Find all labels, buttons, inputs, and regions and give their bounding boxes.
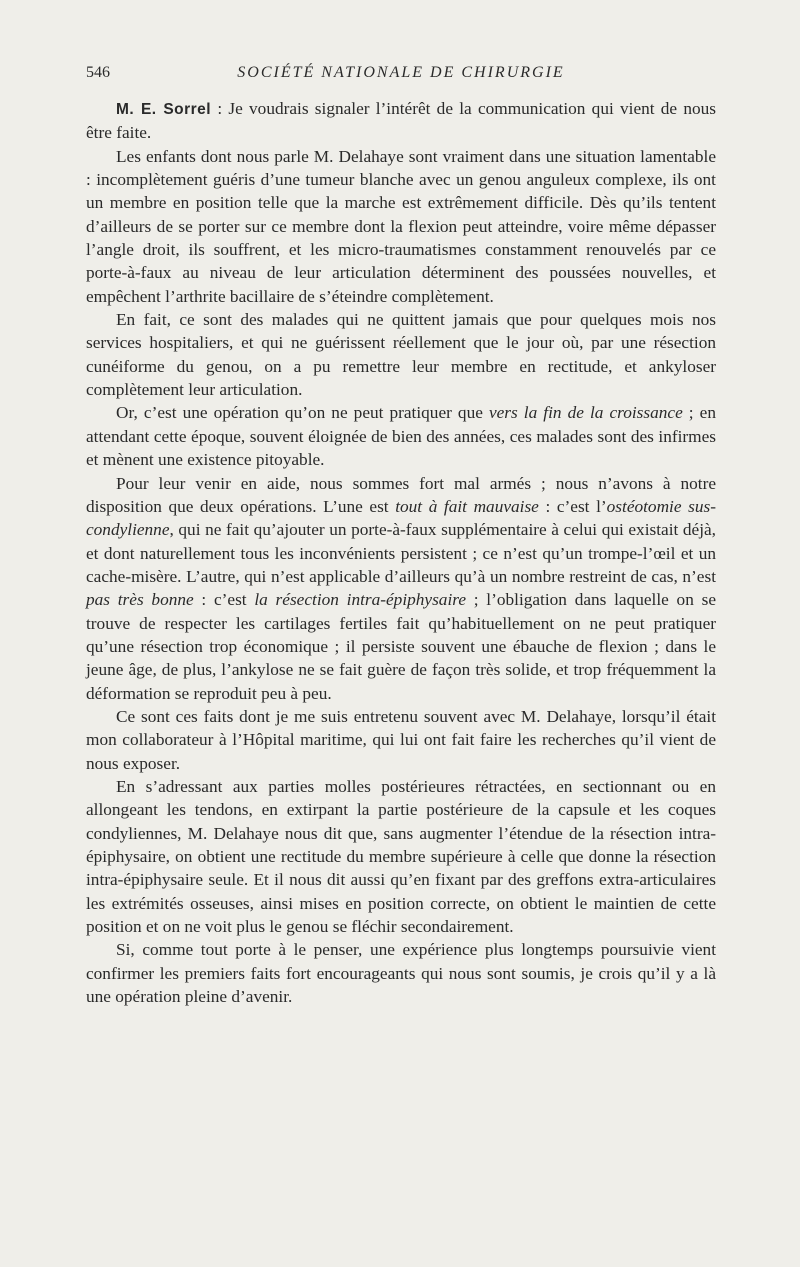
speaker-name: M. E. Sorrel [116, 101, 212, 118]
paragraph-7: En s’adressant aux parties molles postérieures rétractées, en sectionnant ou en allongeant les tendons, en extirpant la partie postérieure de la capsule et les coques condyliennes, M. Delahaye nous dit que, sans augmenter l’étendue de la résection intra-épiphysaire, on obtient une rectitude du membre supérieure à celle que donne la résection intra-épiphysaire seule. Et il nous dit aussi qu’en fixant par des greffons extra-articulaires les extrémités osseuses, ainsi mises en position correcte, on obtient le maintien de cette position et on ne voit plus le genou se fléchir secondairement. [86, 776, 716, 937]
text-run: Pour leur venir en aide, nous sommes fort mal armés ; nous n’avons à notre disposition que deux opérations. L’une est [86, 473, 716, 516]
paragraph-6: Ce sont ces faits dont je me suis entretenu souvent avec M. Delahaye, lorsqu’il était mon collaborateur à l’Hôpital maritime, qui lui ont fait faire les recherches qu’il vient de nous exposer. [86, 706, 716, 773]
text-run: ; l’obligation dans laquelle on se trouve de respecter les cartilages fertiles fait qu’habituellement on ne peut pratiquer qu’une résection trop économique ; il persiste souvent une ébauche de flexion ; dans le jeune âge, de plus, l’ankylose ne se fait guère de façon très solide, et trop fréquemment la déformation se reproduit peu à peu. [86, 590, 716, 703]
text-run: : c’est l’ [538, 496, 607, 516]
italic-run: tout à fait mauvaise [395, 496, 539, 516]
italic-run: pas très bonne [86, 590, 194, 610]
paragraph-8: Si, comme tout porte à le penser, une expérience plus longtemps poursuivie vient confirmer les premiers faits fort encourageants qui nous sont soumis, je crois qu’il y a là une opération pleine d’avenir. [86, 940, 716, 1007]
paragraph-text: : Je voudrais signaler l’intérêt de la communication qui vient de nous être faite. [86, 99, 716, 143]
paragraph-4 [86, 401, 716, 471]
italic-run: ostéotomie sus-condylienne [86, 496, 716, 540]
text-run: , qui ne fait qu’ajouter un porte-à-faux supplémentaire à celui qui existait déjà, et dont naturellement tous les inconvénients persistent ; ce n’est qu’un trompe-l’œil et un cache-misère. L’autre, qui n’est applicable d’ailleurs qu’à un nombre restreint de cas, n’est [86, 520, 716, 586]
paragraph-3: En fait, ce sont des malades qui ne quittent jamais que pour quelques mois nos services hospitaliers, et qui ne guérissent réellement que le jour où, par une résection cunéiforme du genou, on a pu remettre leur membre en rectitude, et ankyloser complètement leur articulation. [86, 310, 716, 400]
paragraph-5 [86, 472, 716, 705]
paragraph-1 [86, 97, 716, 145]
italic-run: vers la fin de la croissance [488, 403, 683, 423]
text-run: Or, c’est une opération qu’on ne peut pratiquer que [116, 403, 489, 423]
page-header [86, 60, 716, 86]
italic-run: la résection intra-épiphysaire [254, 590, 466, 610]
article-body [86, 97, 716, 1008]
text-run: ; en attendant cette époque, souvent éloignée de bien des années, ces malades sont des infirmes et mènent une existence pitoyable. [86, 403, 716, 470]
text-run: : c’est [193, 590, 255, 610]
running-title: SOCIÉTÉ NATIONALE DE CHIRURGIE [237, 64, 565, 81]
page-number: 546 [86, 64, 110, 81]
paragraph-2: Les enfants dont nous parle M. Delahaye sont vraiment dans une situation lamentable : incomplètement guéris d’une tumeur blanche avec un genou anguleux complexe, ils ont un membre en position telle que la marche est extrêmement difficile. Dès qu’ils tentent d’ailleurs de se porter sur ce membre dont la flexion peut atteindre, voire même dépasser l’angle droit, ils souffrent, et les micro-traumatismes constamment renouvelés par ce porte-à-faux au niveau de leur articulation déterminent des poussées nouvelles, et empêchent l’arthrite bacillaire de s’éteindre complètement. [86, 146, 716, 306]
